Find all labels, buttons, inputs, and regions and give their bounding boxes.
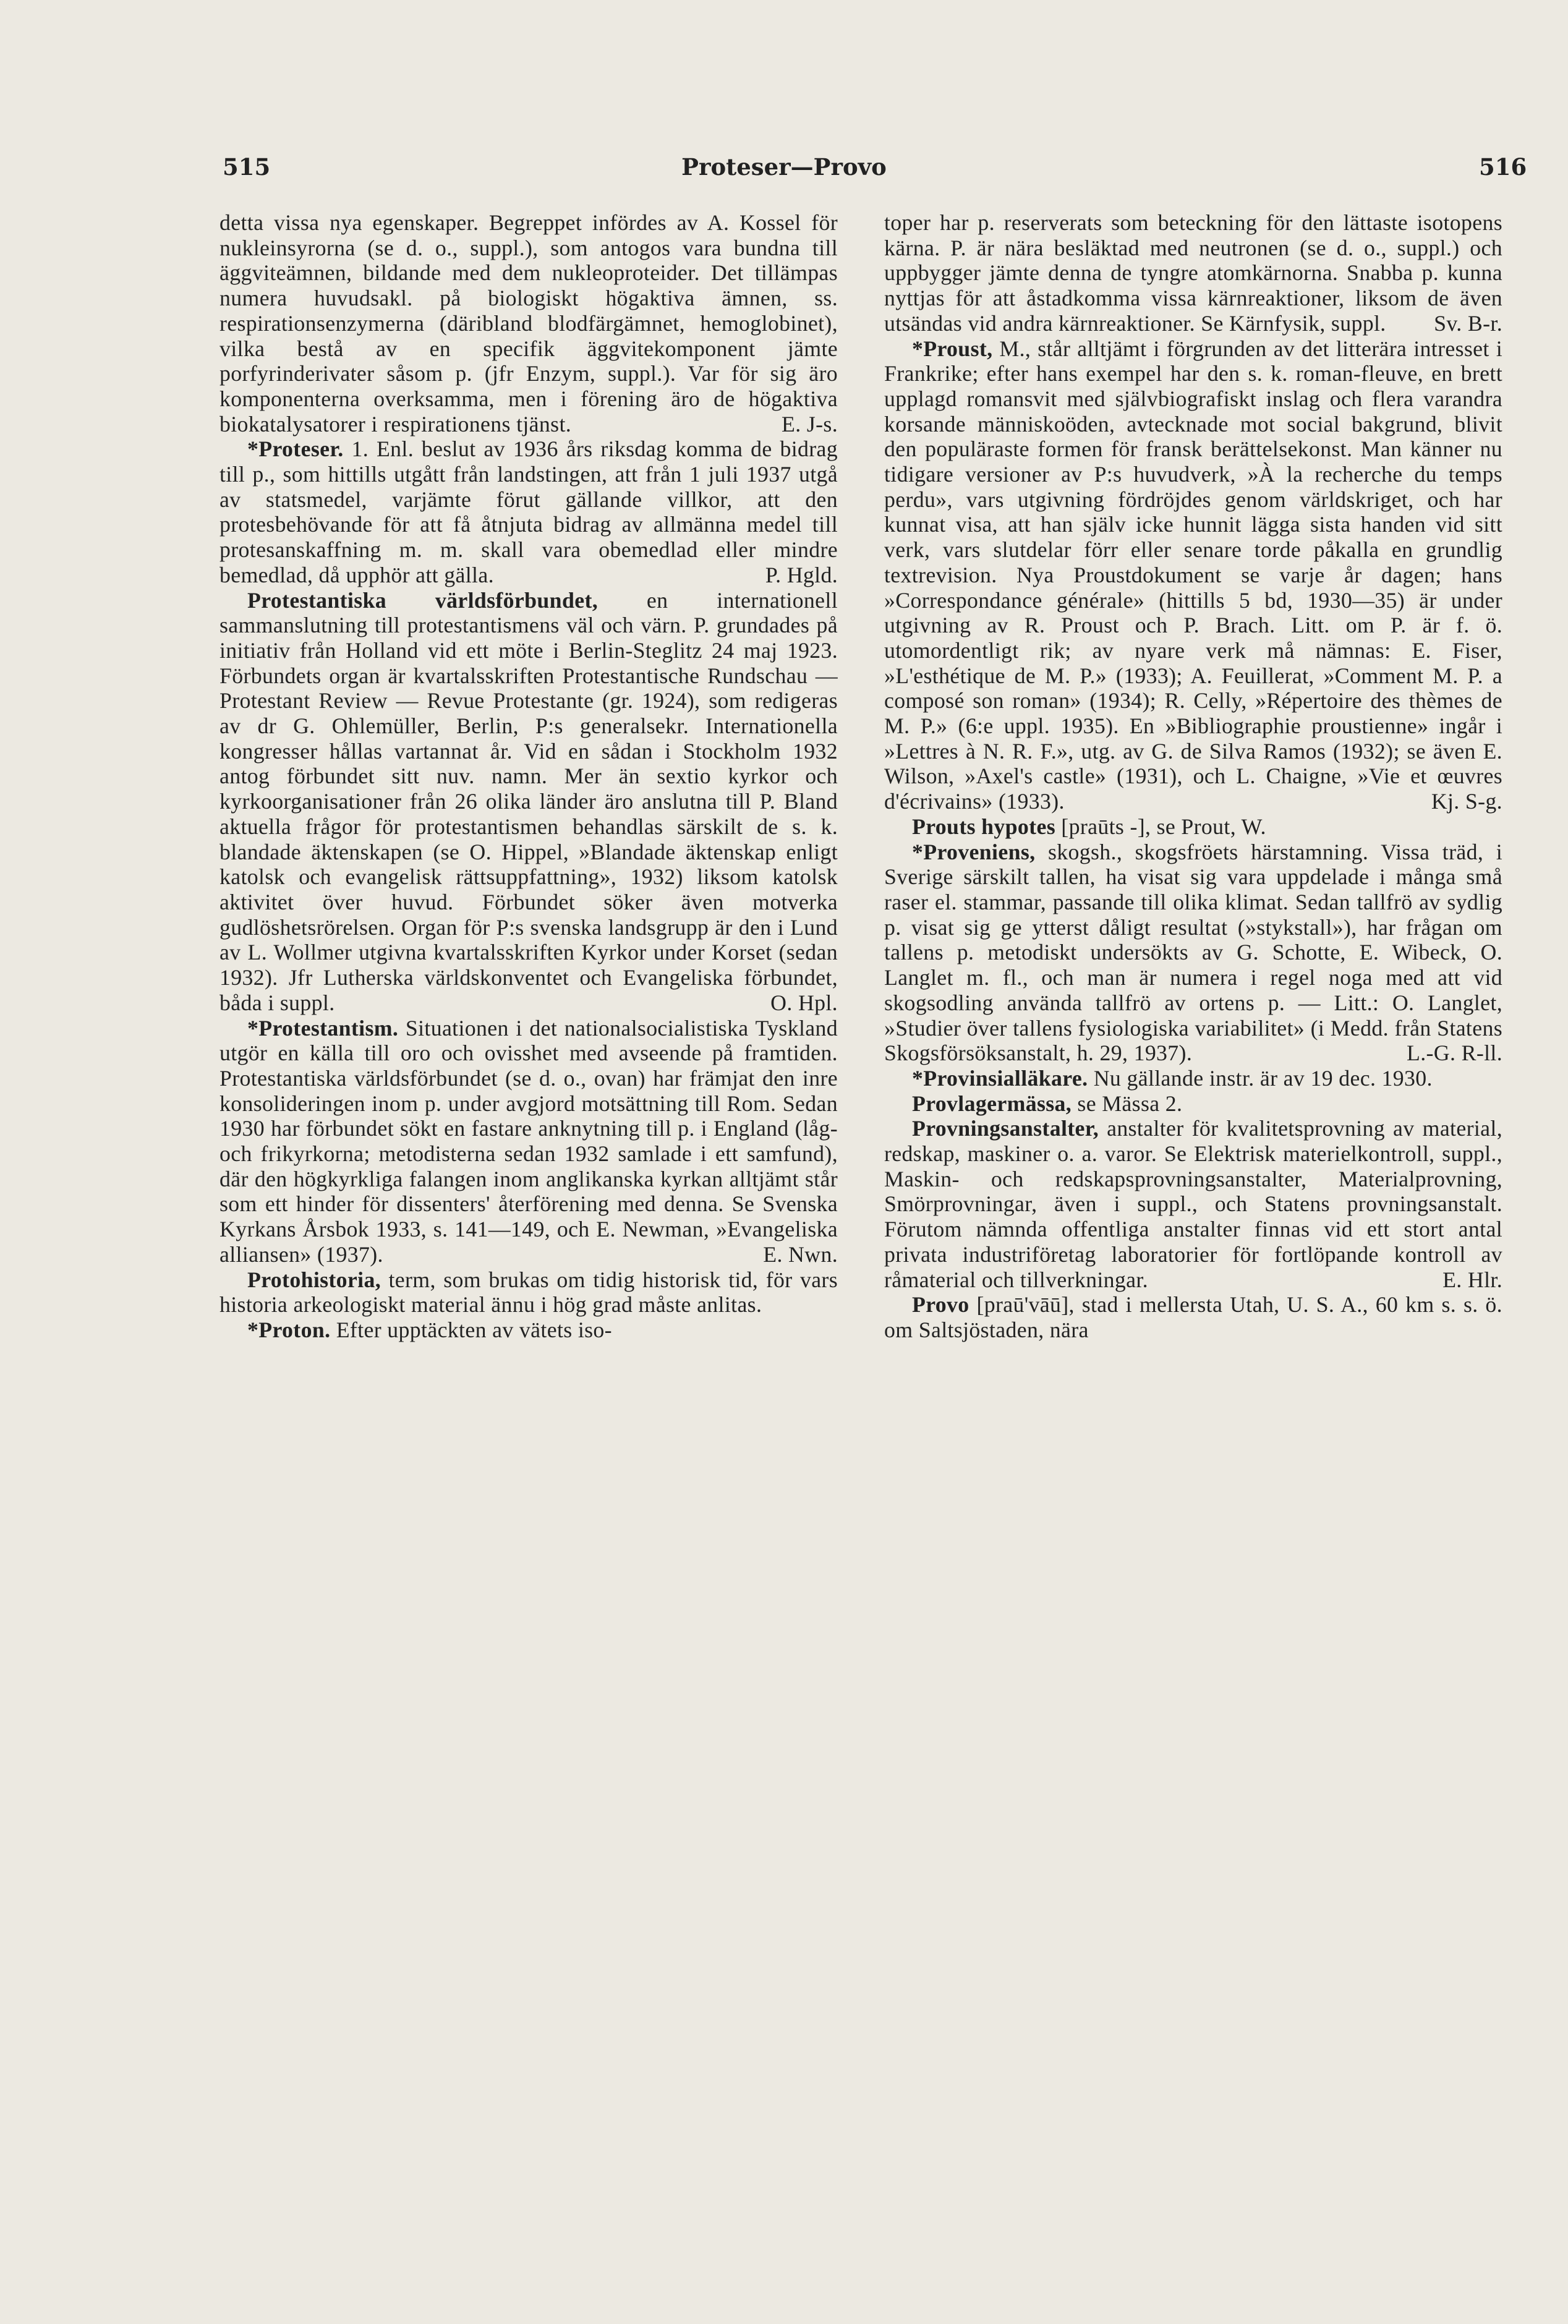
entry-signature: E. Hlr. bbox=[1442, 1267, 1502, 1292]
entry-signature: P. Hgld. bbox=[765, 562, 838, 587]
entry-proust: *Proust, M., står alltjämt i förgrunden av det litterära intresset i Frankrike; efter hans exempel har den s. k. roman-fleuve, en brett upplagd romansvit med självbiografiskt inslag och flera varandra korsande människoöden, avtecknade mot social bakgrund, blivit den populäraste formen för fransk berättelsekonst. Man känner nu tidigare versioner av P:s huvudverk, »À la recherche du temps perdu», vars utgivning fördröjdes genom världskriget, och har kunnat visa, att han själv icke hunnit lägga sista handen vid sitt verk, vars slutdelar förr eller senare torde påkalla en grundlig textrevision. Nya Proustdokument se varje år dagen; hans »Correspondance générale» (hittills 5 bd, 1930—35) är under utgivning av R. Proust och P. Brach. Litt. om P. är f. ö. utomordentligt rik; av nyare verk må nämnas: E. Fiser, »L'esthétique de M. P.» (1933); A. Feuillerat, »Comment M. P. a composé son roman» (1934); R. Celly, »Répertoire des thèmes de M. P.» (6:e uppl. 1935). En »Bibliographie proustienne» ingår i »Lettres à N. R. F.», utg. av G. de Silva Ramos (1932); se även E. Wilson, »Axel's castle» (1931), och L. Chaigne, »Vie et œuvres d'écrivains» (1933). Kj. S-g. bbox=[884, 336, 1502, 814]
entry-signature: E. J-s. bbox=[782, 411, 838, 436]
entry-proton: *Proton. Efter upptäckten av vätets iso- bbox=[247, 1317, 612, 1342]
entry-headword: Provlagermässa, bbox=[912, 1091, 1072, 1116]
entry-headword: Provningsanstalter, bbox=[912, 1116, 1099, 1141]
entry-headword: Prouts hypotes bbox=[912, 814, 1055, 839]
entry-headword: Protestantiska världsförbundet, bbox=[247, 587, 599, 613]
entry-proteser: *Proteser. 1. Enl. beslut av 1936 års riksdag komma de bidrag till p., som hittills utgått från landstingen, att från 1 juli 1937 utgå av statsmedel, varjämte förut gällande villkor, att den protesbehövande för att få åtnjuta bidrag av allmänna medel till protesanskaffning m. m. skall vara obemedlad eller mindre bemedlad, då upphör att gälla. P. Hgld. bbox=[219, 436, 838, 587]
entry-prouts-hypotes: Prouts hypotes [praūts -], se Prout, W. bbox=[912, 814, 1266, 839]
entry-signature: L.-G. R-ll. bbox=[1407, 1041, 1502, 1066]
entry-headword: *Proteser. bbox=[247, 436, 344, 462]
entry-proveniens: *Proveniens, skogsh., skogsfröets härstamning. Vissa träd, i Sverige särskilt tallen, ha visat sig vara uppdelade i många små raser el. stammar, passande till olika klimat. Sedan tallfrö av sydlig p. visat sig ge ytterst dåligt resultat (»stykstall»), har frågan om tallens p. metodiskt undersökts av G. Schotte, E. Wibeck, O. Langlet m. fl., och man är numera i regel noga med att vid skogsodling använda tallfrö av ortens p. — Litt.: O. Langlet, »Studier över tallens fysiologiska variabilitet» (i Medd. från Statens Skogsförsöksanstalt, h. 29, 1937). L.-G. R-ll. bbox=[884, 839, 1502, 1066]
page-number-left: 515 bbox=[223, 153, 271, 181]
entry-provo: Provo [praū'vāū], stad i mellersta Utah, U. S. A., 60 km s. s. ö. om Saltsjöstaden, nära bbox=[884, 1292, 1502, 1342]
entry-signature: Kj. S-g. bbox=[1431, 789, 1502, 814]
entry-protestantiska: Protestantiska världsförbundet, en internationell sammanslutning till protestantismens väl och värn. P. grundades på initiativ från Holland vid ett möte i Berlin-Steglitz 24 maj 1923. Förbundets organ är kvartalsskriften Protestantische Rundschau — Protestant Review — Revue Protestante (gr. 1924), som redigeras av dr G. Ohlemüller, Berlin, P:s generalsekr. Internationella kongresser hållas vartannat år. Vid en sådan i Stockholm 1932 antog förbundet sitt nuv. namn. Mer än sextio kyrkor och kyrkoorganisationer från 26 olika länder äro anslutna till P. Bland aktuella frågor för protestantismen behandlas särskilt de s. k. blandade äktenskapen (se O. Hippel, »Blandade äktenskap enligt katolsk och evangelisk rättsuppfattning», 1932) liksom katolsk aktivitet över huvud. Förbundet söker även motverka gudlöshetsrörelsen. Organ för P:s svenska landsgrupp är den i Lund av L. Wollmer utgivna kvartalsskriften Kyrkor under Korset (sedan 1932). Jfr Lutherska världskonventet och Evangeliska förbundet, båda i suppl. O. Hpl. bbox=[219, 587, 838, 1015]
entry-headword: *Proton. bbox=[247, 1317, 331, 1342]
running-title: Proteser—Provo bbox=[681, 153, 887, 181]
entry-headword: Provo bbox=[912, 1292, 969, 1317]
entry-headword: *Proust, bbox=[912, 336, 993, 361]
entry-headword: *Protestantism. bbox=[247, 1015, 399, 1041]
entry-provinsialakare: *Provinsialläkare. Nu gällande instr. är av 19 dec. 1930. bbox=[912, 1065, 1433, 1091]
entry-continuation: toper har p. reserverats som beteckning för den lättaste isotopens kärna. P. är nära besläktad med neutronen (se d. o., suppl.) och uppbygger jämte denna de tyngre atomkärnorna. Snabba p. kunna nyttjas för att åstadkomma vissa kärnreaktioner, liksom de även utsändas vid andra kärnreaktioner. Se Kärnfysik, suppl. Sv. B-r. bbox=[884, 210, 1502, 336]
left-column bbox=[219, 210, 838, 2133]
entry-headword: *Provinsialläkare. bbox=[912, 1065, 1088, 1091]
entry-protestantism: *Protestantism. Situationen i det nationalsocialistiska Tyskland utgör en källa till oro och ovisshet med avseende på framtiden. Protestantiska världsförbundet (se d. o., ovan) har främjat den inre konsolideringen inom p. under avgjord motsättning till Rom. Sedan 1930 har förbundet sökt en fastare anknytning till p. i England (låg- och frikyrkorna; metodisterna sedan 1932 samlade i ett samfund), där den högkyrkliga falangen inom anglikanska kyrkan alltjämt står som ett hinder för dissenters' återförening med denna. Se Svenska Kyrkans Årsbok 1933, s. 141—149, och E. Newman, »Evangeliska alliansen» (1937). E. Nwn. bbox=[219, 1015, 838, 1267]
entry-provlagermassa: Provlagermässa, se Mässa 2. bbox=[912, 1091, 1183, 1116]
entry-signature: O. Hpl. bbox=[770, 990, 838, 1015]
entry-protohistoria: Protohistoria, term, som brukas om tidig historisk tid, för vars historia arkeologiskt material ännu i hög grad måste anlitas. bbox=[219, 1267, 838, 1317]
entry-provningsanstalter: Provningsanstalter, anstalter för kvalitetsprovning av material, redskap, maskiner o. a. varor. Se Elektrisk materielkontroll, suppl., Maskin- och redskapsprovningsanstalter, Materialprovning, Smörprovningar, även i suppl., och Statens provningsanstalt. Förutom nämnda offentliga anstalter finnas vid ett stort antal privata industriföretag laboratorier för fortlöpande kontroll av råmaterial och tillverkningar. E. Hlr. bbox=[884, 1116, 1502, 1292]
entry-signature: E. Nwn. bbox=[763, 1241, 838, 1267]
entry-headword: Protohistoria, bbox=[247, 1267, 381, 1292]
entry-continuation: detta vissa nya egenskaper. Begreppet infördes av A. Kossel för nukleinsyrorna (se d. o., suppl.), som antogos vara bundna till äggviteämnen, bildande med dem nukleoproteider. Det tillämpas numera huvudsakl. på biologiskt högaktiva ämnen, ss. respirationsenzymerna (däribland blodfärgämnet, hemoglobinet), vilka bestå av en specifik äggvitekomponent jämte porfyrinderivater såsom p. (jfr Enzym, suppl.). Var för sig äro komponenterna overksamma, men i förening äro de högaktiva biokatalysatorer i respirationens tjänst. E. J-s. bbox=[219, 210, 838, 436]
entry-signature: Sv. B-r. bbox=[1434, 310, 1502, 336]
right-column bbox=[884, 210, 1502, 2133]
running-header bbox=[0, 153, 1568, 190]
page-number-right: 516 bbox=[1479, 153, 1527, 181]
entry-headword: *Proveniens, bbox=[912, 839, 1036, 864]
